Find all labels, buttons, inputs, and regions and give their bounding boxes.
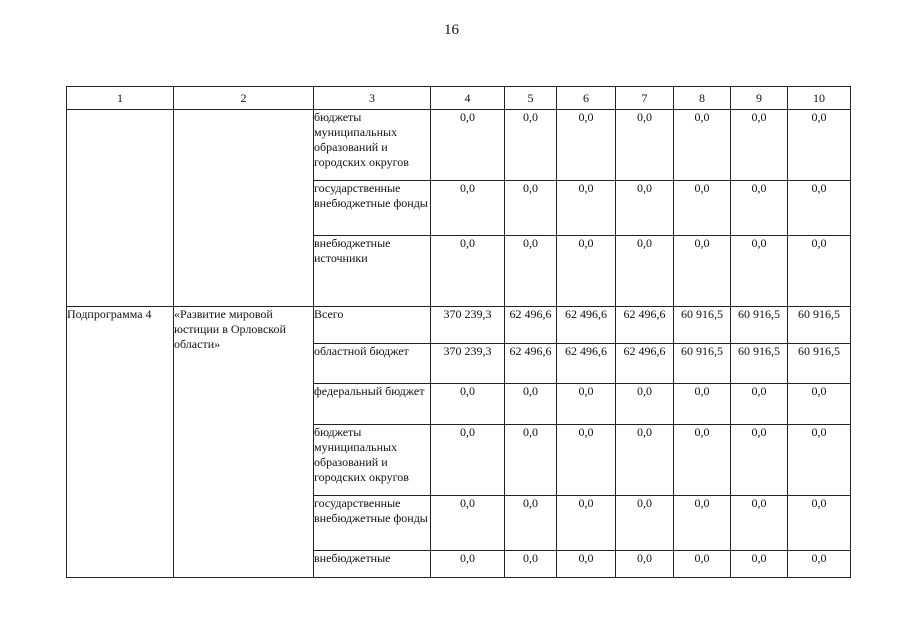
funding-source: внебюджетные	[314, 551, 431, 578]
value-cell: 0,0	[431, 425, 505, 496]
value-cell: 62 496,6	[557, 344, 616, 384]
value-cell: 370 239,3	[431, 344, 505, 384]
value-cell: 0,0	[557, 384, 616, 425]
value-cell: 62 496,6	[616, 307, 674, 344]
value-cell: 0,0	[674, 384, 731, 425]
value-cell: 0,0	[431, 181, 505, 236]
value-cell: 60 916,5	[731, 307, 788, 344]
header-row	[67, 87, 851, 110]
column-header: 10	[788, 87, 851, 110]
column-header: 8	[674, 87, 731, 110]
funding-source: бюджеты муниципальных образований и городских округов	[314, 425, 431, 496]
value-cell: 0,0	[731, 551, 788, 578]
value-cell: 0,0	[674, 425, 731, 496]
value-cell: 0,0	[431, 551, 505, 578]
value-cell: 0,0	[788, 551, 851, 578]
value-cell: 0,0	[431, 384, 505, 425]
value-cell: 0,0	[505, 110, 557, 181]
value-cell: 0,0	[557, 551, 616, 578]
value-cell: 0,0	[616, 384, 674, 425]
value-cell: 0,0	[616, 425, 674, 496]
column-header: 7	[616, 87, 674, 110]
value-cell: 0,0	[505, 181, 557, 236]
column-header: 4	[431, 87, 505, 110]
value-cell: 0,0	[731, 110, 788, 181]
value-cell: 0,0	[557, 236, 616, 307]
empty-cell-title	[174, 110, 314, 307]
funding-source: федеральный бюджет	[314, 384, 431, 425]
subprogram-title: «Развитие мировой юстиции в Орловской области»	[174, 307, 314, 578]
value-cell: 0,0	[505, 384, 557, 425]
value-cell: 0,0	[731, 236, 788, 307]
funding-source: областной бюджет	[314, 344, 431, 384]
value-cell: 0,0	[616, 496, 674, 551]
column-header: 1	[67, 87, 174, 110]
value-cell: 62 496,6	[505, 307, 557, 344]
value-cell: 0,0	[674, 110, 731, 181]
value-cell: 60 916,5	[788, 344, 851, 384]
value-cell: 0,0	[788, 496, 851, 551]
empty-cell-program	[67, 110, 174, 307]
value-cell: 0,0	[731, 425, 788, 496]
value-cell: 0,0	[674, 496, 731, 551]
value-cell: 0,0	[431, 236, 505, 307]
budget-table	[66, 86, 851, 578]
value-cell: 0,0	[616, 551, 674, 578]
value-cell: 0,0	[731, 496, 788, 551]
funding-source: внебюджетные источники	[314, 236, 431, 307]
subprogram-label: Подпрограмма 4	[67, 307, 174, 578]
value-cell: 0,0	[674, 181, 731, 236]
value-cell: 62 496,6	[557, 307, 616, 344]
value-cell: 0,0	[731, 384, 788, 425]
funding-source: государственные внебюджетные фонды	[314, 181, 431, 236]
value-cell: 60 916,5	[731, 344, 788, 384]
value-cell: 0,0	[674, 551, 731, 578]
value-cell: 0,0	[557, 181, 616, 236]
value-cell: 0,0	[616, 110, 674, 181]
value-cell: 0,0	[557, 110, 616, 181]
value-cell: 60 916,5	[674, 344, 731, 384]
value-cell: 0,0	[505, 236, 557, 307]
value-cell: 0,0	[505, 425, 557, 496]
value-cell: 60 916,5	[788, 307, 851, 344]
value-cell: 0,0	[788, 181, 851, 236]
column-header: 2	[174, 87, 314, 110]
value-cell: 0,0	[788, 425, 851, 496]
table-row	[67, 307, 851, 344]
value-cell: 0,0	[505, 551, 557, 578]
value-cell: 0,0	[616, 236, 674, 307]
value-cell: 0,0	[788, 236, 851, 307]
value-cell: 0,0	[788, 110, 851, 181]
value-cell: 0,0	[505, 496, 557, 551]
funding-source: государственные внебюджетные фонды	[314, 496, 431, 551]
value-cell: 62 496,6	[616, 344, 674, 384]
value-cell: 0,0	[431, 496, 505, 551]
value-cell: 60 916,5	[674, 307, 731, 344]
column-header: 5	[505, 87, 557, 110]
funding-source: Всего	[314, 307, 431, 344]
column-header: 9	[731, 87, 788, 110]
value-cell: 0,0	[731, 181, 788, 236]
value-cell: 0,0	[431, 110, 505, 181]
funding-source: бюджеты муниципальных образований и городских округов	[314, 110, 431, 181]
table-row	[67, 110, 851, 181]
value-cell: 0,0	[674, 236, 731, 307]
column-header: 6	[557, 87, 616, 110]
value-cell: 0,0	[557, 425, 616, 496]
value-cell: 62 496,6	[505, 344, 557, 384]
value-cell: 0,0	[616, 181, 674, 236]
value-cell: 370 239,3	[431, 307, 505, 344]
value-cell: 0,0	[557, 496, 616, 551]
value-cell: 0,0	[788, 384, 851, 425]
page-number: 16	[444, 22, 459, 38]
column-header: 3	[314, 87, 431, 110]
